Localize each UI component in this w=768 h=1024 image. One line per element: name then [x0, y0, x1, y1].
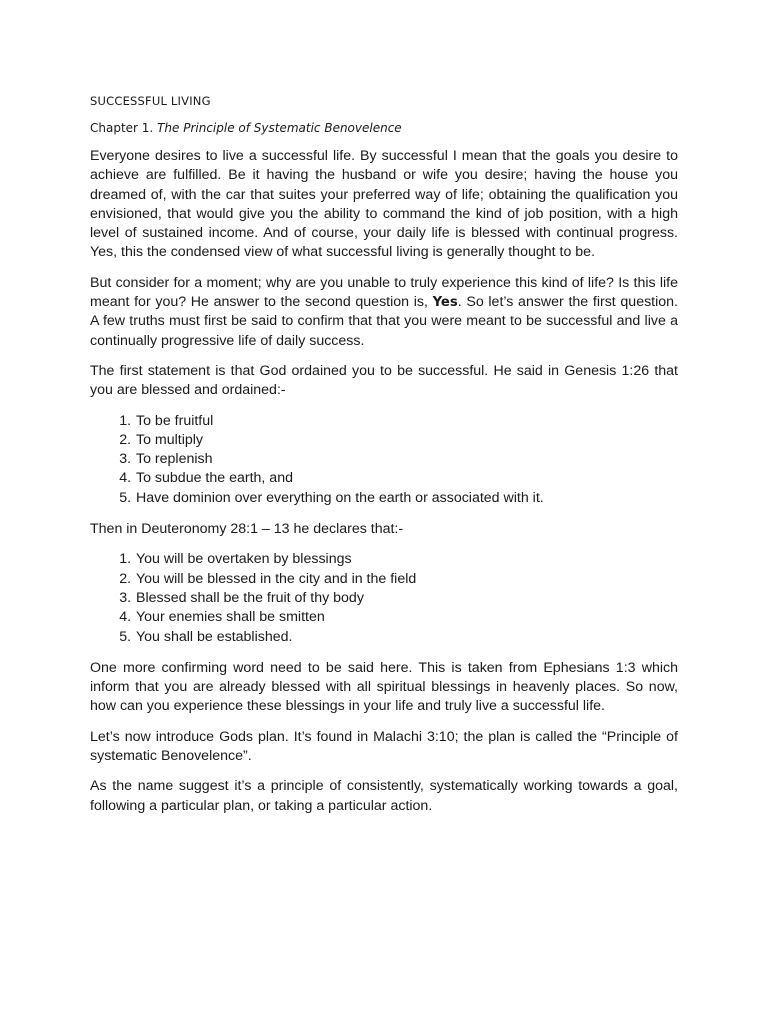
list-item: 5. You shall be established. [135, 628, 678, 647]
paragraph-2-bold-yes: Yes [432, 295, 458, 311]
list-item: 5. Have dominion over everything on the earth or associated with it. [135, 489, 678, 508]
chapter-label: Chapter 1. [90, 121, 154, 135]
paragraph-4: Then in Deuteronomy 28:1 – 13 he declares that:- [90, 521, 404, 538]
paragraph-1: Everyone desires to live a successful life. By successful I mean that the goals you desire to achieve are fulfilled. Be it having the husband or wife you desire; having the house you dreamed of, with the car that suites your preferred way of life; obtaining the qualification you envisioned, that would give you the ability to command the kind of job position, with a high level of sustained income. And of course, your daily life is blessed with continual progress. Yes, this the condensed view of what successful living is generally thought to be. [90, 148, 678, 261]
paragraph-7: As the name suggest it’s a principle of consistently, systematically working towards a goal, following a particular plan, or taking a particular action. [90, 778, 678, 814]
list-item: 3. To replenish [135, 450, 678, 469]
chapter-title: The Principle of Systematic Benovelence [157, 121, 402, 135]
paragraph-2-text-b: . So let’s answer the first question. A few truths must first be said to confirm that that you were meant to be successful and live a continually progressive life of daily success. [90, 294, 678, 349]
document-title: SUCCESSFUL LIVING [90, 94, 211, 108]
deuteronomy-list [90, 550, 678, 646]
paragraph-2 [90, 274, 678, 351]
chapter-heading [90, 121, 678, 135]
document-content [90, 94, 678, 827]
paragraph-3: The first statement is that God ordained you to be successful. He said in Genesis 1:26 that you are blessed and ordained:- [90, 362, 678, 399]
list-item: 1. To be fruitful [135, 412, 678, 431]
list-item: 4. To subdue the earth, and [135, 469, 678, 488]
paragraph-6: Let’s now introduce Gods plan. It’s found in Malachi 3:10; the plan is called the “Principle of systematic Benovelence”. [90, 728, 678, 765]
list-item: 3. Blessed shall be the fruit of thy body [135, 589, 678, 608]
genesis-list [90, 412, 678, 508]
list-item: 1. You will be overtaken by blessings [135, 550, 678, 569]
list-item: 4. Your enemies shall be smitten [135, 608, 678, 627]
list-item: 2. You will be blessed in the city and in the field [135, 570, 678, 589]
paragraph-5: One more confirming word need to be said here. This is taken from Ephesians 1:3 which inform that you are already blessed with all spiritual blessings in heavenly places. So now, how can you experience these blessings in your life and truly live a successful life. [90, 659, 678, 715]
paragraph-2-text-a: But consider for a moment; why are you unable to truly experience this kind of life? Is this life meant for you? He answer to the second question is, [90, 274, 678, 311]
list-item: 2. To multiply [135, 431, 678, 450]
